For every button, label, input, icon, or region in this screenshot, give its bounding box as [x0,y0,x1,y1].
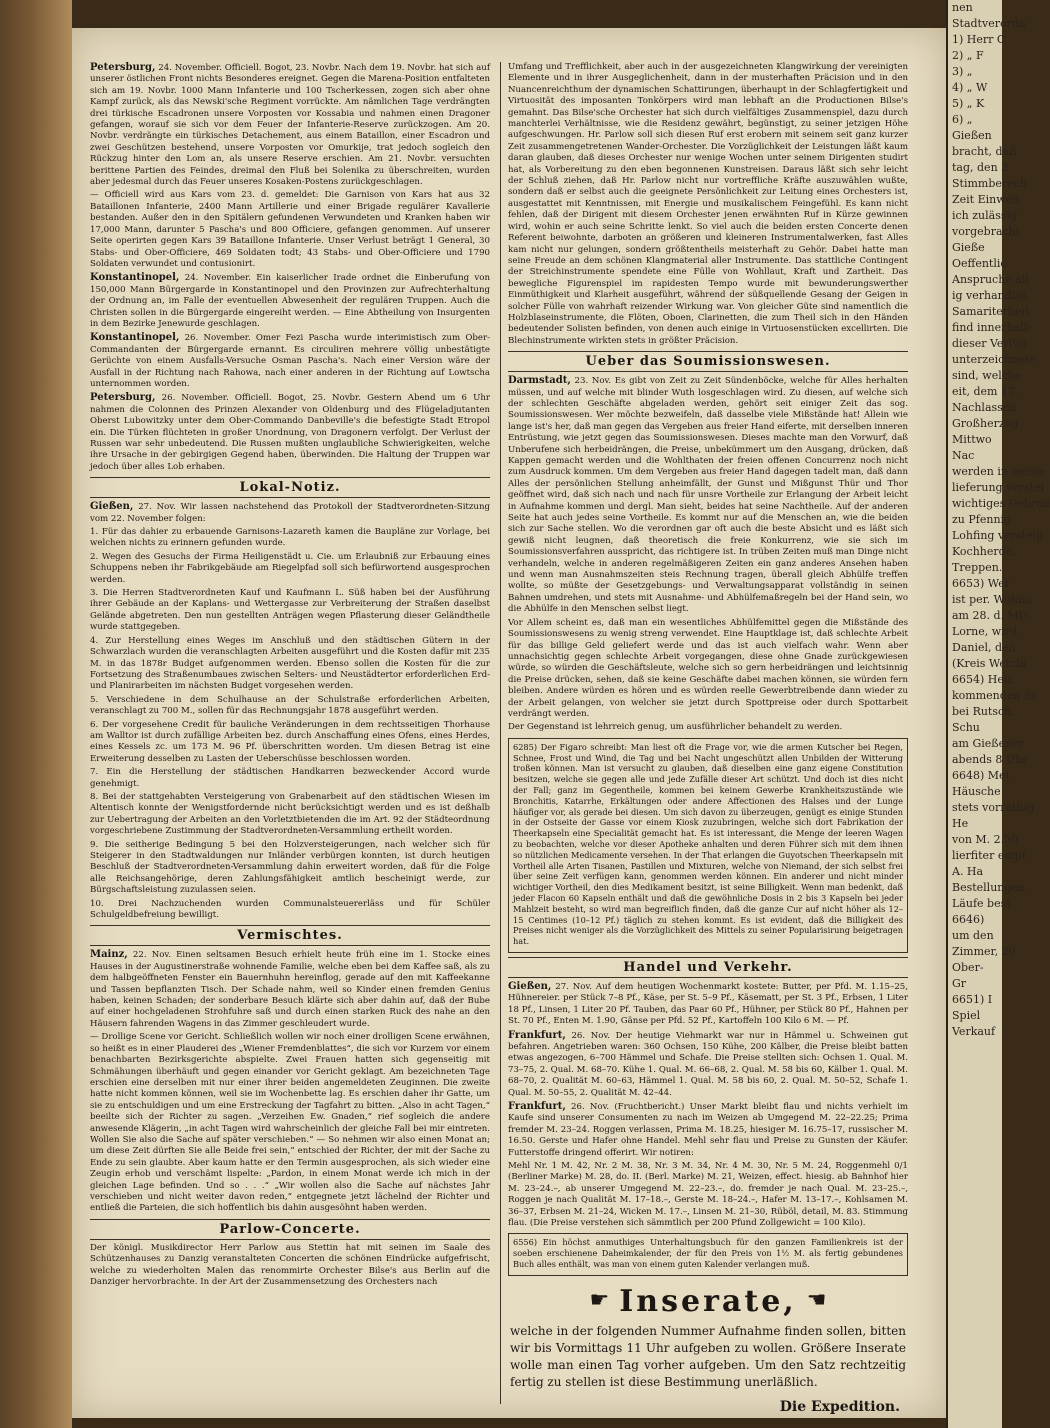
adjacent-page-fragment: bracht, daß [952,145,1017,158]
adjacent-page-fragment: Mittwo [952,433,992,446]
section-heading-lokal: Lokal-Notiz. [90,477,490,498]
adjacent-page-fragment: 6653) Wer [952,577,1010,590]
lokal-paragraph [90,636,490,693]
adjacent-page-fragment: Gieße [952,241,985,254]
news-article [90,272,490,330]
adjacent-page-strip [946,0,1050,1428]
article-text: 8. Bei der stattgehabten Versteigerung von Grabenarbeit auf den städtischen Wiesen im Altentisch konnte der Wenigstfordernde nicht berücksichtigt werden und es ist deßhalb zur Uebertragung der Arbeiten an den Vorletztbietenden die im Art. 92 der Städteordnung vorgeschriebene Zustimmung der Stadtverordneten-Versammlung ertheilt worden. [90,791,490,837]
article-text: 27. Nov. Wir lassen nachstehend das Protokoll der Stadtverordneten-Sitzung vom 22. November folgen: [90,502,490,524]
inserate-notice: welche in der folgenden Nummer Aufnahme finden sollen, bitten wir bis Vormittags 11 Uhr aufgeben zu wollen. Größere Inserate wolle man einen Tag vorher aufgeben. Um den Satz rechtzeitig fertig zu stellen ist diese Bestimmung unerläßlich. [510,1323,906,1389]
inserate-banner [508,1284,908,1319]
adjacent-page-fragment: Ober- [952,961,984,974]
article-dateline: Frankfurt, [508,1029,566,1041]
adjacent-page-fragment: eit, dem 17. [952,385,1019,398]
adjacent-page-fragment: am 28. d. Mts. [952,609,1033,622]
article-text: 26. November. Omer Fezi Pascha wurde interimistisch zum Ober-Commandanten der Bürgergarde ernannt. Es circuliren mehrere völlig unbestätigte Gerüchte von einem Ausfalls-Versuche Osman Pascha's. Nach einer Version wäre der Ausfall in der Richtung nach Rahowa, nach einer anderen in der Richtung auf Lowtscha unternommen worden. [90,333,490,389]
advertisement-text: 6285) Der Figaro schreibt: Man liest oft die Frage vor, wie die armen Kutscher bei Regen, Schnee, Frost und Wind, die Tag und bei Nacht ungeschützt allen Unbilden der Witterung troßen können. Man ist versucht zu glauben, daß dieselben eine ganz eigene Constitution besitzen, welche sie gegen alle und jede Zufälle dieser Art schützt. Und doch ist dies nicht der Fall; ganz im Gegentheile, kommen bei keinem Gewerbe Krankheitszustände wie Bronchitis, Katarrhe, Erkältungen oder andere Affectionen des Halses und der Lunge häufiger vor, als gerade bei diesen. Um sich davon zu überzeugen, genügt es einige Stunden in der Ostseite der Gasse vor einem Kiosk zuzubringen, welche sich dort Fabrikation der Theerkapseln eine Specialität gemacht hat. Es ist interessant, die Menge der leeren Wagen zu beobachten, welche vor dieser Apotheke anhalten und deren Führer sich mit dem ihnen so nützlichen Medicamente versehen. In der That erlangen die Guyotschen Theerkapseln mit Vortheil alle Arten Tisanen, Pastillen und Mixturen, welche von Niemand, der sich selbst frei über seine Zeit verfügen kann, genommen werden können. Ein anderer und nicht minder wichtiger Vortheil, den dies Medikament besitzt, ist seine Billigkeit. Wenn man bedenkt, daß jeder Flacon 60 Kapseln enthält und daß die gewöhnliche Dosis in 2 bis 3 Kapseln bei jeder Mahlzeit besteht, so wird man begreiflich finden, daß die ganze Cur auf nicht höher als 12–15 Centimes (10–12 Pf.) täglich zu stehen kommt. Es ist evident, daß die Billigkeit des Preises nicht weniger als die Vorzüglichkeit des Mittels zu seiner Popularisirung beigetragen hat. [513,741,903,947]
lokal-paragraph [90,695,490,718]
inserate-title: Inserate, [619,1283,797,1319]
adjacent-page-fragment: Treppen. [952,561,1003,574]
article-dateline: Konstantinopel, [90,272,180,284]
adjacent-page-fragment: Nachlassen [952,401,1017,414]
adjacent-page-fragment: werden in meine [952,465,1046,478]
article-text: — Drollige Scene vor Gericht. Schließlich wollen wir noch einer drolligen Scene erwähnen, so heißt es in einer Plauderei des „Wiener Fremdenblattes“, die sich vor Kurzem vor einem benachbarten Bezirksgerichte abspielte. Zwei Frauen hatten sich gegenseitig mit Schmähungen überhäuft und gegen einander vor Gericht geklagt. Am bezeichneten Tage erschien eine derselben mit nur einer ihrer beiden angemeldeten Zeuginnen. Die zweite hatte nicht kommen können, weil sie im Wochenbette lag. Es erschien daher ihr Gatte, um sie zu entschuldigen und um eine Erstreckung der Tagfahrt zu bitten. „Also in acht Tagen,“ beeilte sich der Richter zu sagen. „Verzeihen Ew. Gnaden,“ rief sogleich die andere anwesende Klägerin, „in acht Tagen wird wahrscheinlich der gleiche Fall bei mir eintreten. Wollen Sie also die Sache auf später verschieben.“ — So nehmen wir also einen Monat an; um diese Zeit dürften Sie alle Beide frei sein,“ entschied der Richter, der mit der Sache zu Ende zu sein glaubte. Aber kaum hatte er den Termin ausgesprochen, als sich wieder eine Zeugin erhob und verschämt lispelte: „Pardon, in einem Monat werde ich mich in der gleichen Lage befinden. Und so . . .“ „Wir wollen also die Sache auf nächstes Jahr verschieben und nicht weiter davon reden,“ entgegnete jetzt lächelnd der Richter und entließ die Parteien, die sich hoffentlich bis dahin ausgesöhnt haben werden. [90,1032,490,1214]
adjacent-page-fragment: Stadtverordn [952,17,1026,30]
adjacent-page-fragment: 6654) Hein [952,673,1015,686]
pointing-hand-right-icon: ☛ [589,1288,610,1314]
section-heading-vermischtes: Vermischtes. [90,925,490,946]
adjacent-page-fragment: Häusche [952,785,1001,798]
lokal-paragraph [90,552,490,586]
article-text: 26. Nov. Der heutige Viehmarkt war nur in Hämmel u. Schweinen gut befahren. Angetrieben waren: 360 Ochsen, 150 Kühe, 200 Kälber, die Preise bleibt batten etwas angezogen, 6–700 Hämmel und Schafe. Die Preise stellten sich: Ochsen 1. Qual. M. 73–75, 2. Qual. M. 68–70. Kühe 1. Qual. M. 66–68, 2. Qual. M. 58 bis 60, Kälber 1. Qual. M. 68–70, 2. Qualität M. 60–63, Hämmel 1. Qual. M. 58 bis 60, 2. Qual. M. 50–52, Schafe 1. Qual. M. 50–55, 2. Qualität M. 42–44. [508,1030,908,1098]
right-column [508,62,909,1415]
adjacent-page-fragment: 5) „ K [952,97,985,110]
adjacent-page-fragment: Daniel, den [952,641,1016,654]
adjacent-page-fragment: ig verhandlut [952,289,1027,302]
parlow-paragraph [508,62,908,347]
pointing-hand-left-icon: ☚ [806,1288,827,1314]
adjacent-page-fragment: am Gießener [952,737,1025,750]
lokal-paragraph [90,501,490,525]
lokal-paragraph [90,720,490,766]
adjacent-page-fragment: unterzeichnete [952,353,1036,366]
adjacent-page-fragment: Läufe best [952,897,1011,910]
adjacent-page-fragment: Gr [952,977,967,990]
vermischtes-paragraph [90,949,490,1030]
article-text: 9. Die seitherige Bedingung 5 bei den Holzversteigerungen, nach welcher sich für Steigerer in den Stadtwaldungen nur Inländer verbürgen konnten, ist durch heutigen Beschluß der Stadtverordneten-Versammlung dahin erweitert worden, daß für die Folge alle Reichsangehörige, deren Zahlungsfähigkeit amtlich bescheinigt werde, zur Bürgschaftsleistung zuzulassen seien. [90,839,490,896]
newspaper-page [72,28,946,1418]
article-text: 10. Drei Nachzuchenden wurden Communalsteuererläss und für Schüler Schulgeldbefreiung bewilligt. [90,898,490,921]
lokal-paragraph [90,840,490,897]
adjacent-page-fragment: Stimmberech [952,177,1027,190]
article-text: 22. Nov. Einen seltsamen Besuch erhielt heute früh eine im 1. Stocke eines Hauses in der Augustinerstraße wohnende Familie, welche eben bei dem Kaffee saß, als zu dem halbgeöffneten Fenster ein Bauernhuhn hereinflog, gerade auf den mit Kaffeekanne und Tassen bepflanzten Tisch. Der Schade nahm, weil so Kinder einen fremden Genius haben, keinen Schaden; der sonderbare Besuch klärte sich aber dahin auf, daß der Bube auf einer hochgeladenen Strohfuhre saß und durch einen starken Ruck des nahe an den Häusern fahrenden Wagens in das Zimmer geschleudert wurde. [90,950,490,1029]
article-text: 3. Die Herren Stadtverordneten Kauf und Kaufmann L. Süß haben bei der Ausführung ihrer Gebäude an der Kaplans- und Wettergasse zur Verbreiterung der Straßen daselbst Gelände abgetreten. Den nun gestellten Anträgen wegen Pflasterung dieser Geländtheile wurde stattgegeben. [90,588,490,633]
column-rule [500,62,501,1404]
article-text: 7. Ein die Herstellung der städtischen Handkarren bezweckender Accord wurde genehmigt. [90,767,490,789]
article-text: 6. Der vorgesehene Credit für bauliche Veränderungen in dem rechtsseitigen Thorhause am Walltor ist durch zufällige Arbeiten bez. durch Anschaffung eines Ofens, eines Herdes, eines Kessels zc. um 173 M. 96 Pf. überschritten worden. Um diesen Betrag ist eine Erweiterung desselben zu Lasten der Ueberschüsse beschlossen worden. [90,719,490,764]
section-heading-parlow: Parlow-Concerte. [90,1219,490,1240]
adjacent-page-fragment: (Kreis Wetzla [952,657,1027,670]
article-dateline: Gießen, [90,501,134,513]
vermischtes-paragraph [90,1032,490,1215]
article-text: 27. Nov. Auf dem heutigen Wochenmarkt kostete: Butter, per Pfd. M. 1.15–25, Hühnereier. per Stück 7–8 Pf., Käse, per St. 5–9 Pf., Käsematt, per St. 3 Pf., Erbsen, 1 Liter 18 Pf., Linsen, 1 Liter 20 Pf. Tauben, das Paar 60 Pf., Hühner, per Stück 80 Pf., Hahnen per St. 70 Pf., Enten M. 1.90, Gänse per Pfd. 52 Pf., Kartoffeln 100 Kilo 6 M. — Pf. [508,981,908,1027]
adjacent-page-fragment: 6646) [952,913,985,926]
article-text: 26. November. Officiell. Bogot, 25. Novbr. Gestern Abend um 6 Uhr nahmen die Colonnen des Prinzen Alexander von Oldenburg und des Flügeladjutanten Oberst Lubowitzky unter dem Ober-Commando Danbeville's die befestigte Stadt Etropol ein. Die Türken flüchteten in großer Unordnung, von Dragonern verfolgt. Der Verlust der Russen war sehr unbedeutend. Die Russen mußten unglaubliche Schwierigkeiten, welche ihre Ursache in der gebirgigen Gegend haben, überwinden. Die Haltung der Truppen war jedoch über alles Lob erhaben. [90,393,490,472]
adjacent-page-fragment: ich zulässig [952,209,1018,222]
article-text: 2. Wegen des Gesuchs der Firma Heiligenstädt u. Cie. um Erlaubniß zur Erbauung eines Schuppens neben ihr Fabrikgebäude am Riegelpfad soll sich befürwortend ausgesprochen werden. [90,551,490,585]
adjacent-page-fragment: 6648) Mei [952,769,1010,782]
adjacent-page-fragment: Großherzog [952,417,1019,430]
lokal-paragraph [90,527,490,550]
lokal-paragraph [90,767,490,790]
adjacent-page-fragment: Lorne, wird [952,625,1018,638]
adjacent-page-fragment: zu Pfennig [952,513,1012,526]
lokal-paragraph [90,588,490,634]
adjacent-page-fragment: He [952,817,969,830]
adjacent-page-fragment: sind, welche [952,369,1022,382]
adjacent-page-fragment: kommenden Sc [952,689,1038,702]
expedition-signature: Die Expedition. [779,1398,900,1415]
parlow-paragraph [90,1243,490,1289]
article-dateline: Mainz, [90,949,128,961]
article-text: 23. Nov. Es gibt von Zeit zu Zeit Sündenböcke, welche für Alles herhalten müssen, und auf welche mit blinder Wuth losgeschlagen wird. Zu diesen, auf welche sich der schlechten Geschäfte abgeladen werden, gehört seit einiger Zeit das sog. Soumissionswesen. Wer möchte bezweifeln, daß dasselbe viele Mißstände hat! Allein wie lange ist's her, daß man gegen das Vergeben aus freier Hand eiferte, mit derselben inneren Entrüstung, wie jetzt gegen das Soumissionswesen. Dieses machte man den Vorwurf, daß Unberufene sich herbeidrängen, die Preise, unbekümmert um den Ausgang, drücken, daß Kappen gemacht werden und die Wohlthaten der freien offenen Concurrenz noch nicht zum Ausdruck kommen. Um dem Vergeben aus freier Hand dagegen tadelt man, daß dann Alles der persönlichen Stellung anheimfällt, der Gunst und Mißgunst Thür und Thor geöffnet wird, daß sich nach und nach für unsre Vortheile zur Erlangung der Arbeit leicht in Aufnahme kommen und dergl. Man sieht, beides hat seine Nachtheile. Auf der anderen Seite hat auch jedes seine Vortheile. Es kommt nur auf die Menschen an, wie die beiden sich zur Sache stellen. Wo die verordnen gar oft auch die beste Absicht und es läßt sich gewiß nicht leugnen, daß theoretisch die freie Konkurrenz, wie sie sich im Soumissionsverfahren ausspricht, das richtigere ist. In trüben Zeiten muß man Dinge nicht verhandeln, welche in anderen regelmäßigeren Zeiten ein ganz anderes Ansehen haben und wenn man Ausnahmszeiten steis Rechnung tragen, überall gleich Abhülfe treffen wollte, so müßte der Gesetzgebungs- und Verwaltungsapparat vollständig in seinen Bahnen umdrehen, und stets mit Ausnahme- und Abhülfemaßregeln bei der Hand sein, wo die Abhülfe in den Menschen selbst liegt. [508,376,909,615]
adjacent-page-fragment: find innerhalb [952,321,1031,334]
article-text: Mehl Nr. 1 M. 42, Nr. 2 M. 38, Nr. 3 M. 34, Nr. 4 M. 30, Nr. 5 M. 24, Roggenmehl 0/1 (Berliner Marke) M. 28, do. II. (Berl. Marke) M. 21, Weizen, effect. hiesig. ab Bahnhof hier M. 23–24.–, ab unserer Umgegend M. 22–23.–, do. fremder je nach Qual. M. 23–25.–, Roggen je nach Qualität M. 17–18.–, Gerste M. 18–24.–, Hafer M. 13–17.–, Kohlsamen M. 36–37, Erbsen M. 21–24, Wicken M. 17.–, Linsen M. 21–30, Rüböl, detail, M. 83. Stimmung flau. (Die Preise verstehen sich sämmtlich per 200 Pfund Zollgewicht = 100 Kilo). [508,1160,908,1229]
handel-paragraph [508,1101,908,1159]
adjacent-page-fragment: bei Rutsch, [952,705,1015,718]
adjacent-page-fragment: A. Ha [952,865,984,878]
news-article [90,392,490,473]
handel-paragraph [508,1030,908,1099]
adjacent-page-fragment: stets vorräthig [952,801,1035,814]
adjacent-page-fragment: vorgebracht [952,225,1021,238]
left-column [90,62,490,1404]
article-text: Vor Allem scheint es, daß man ein wesentliches Abhülfemittel gegen die Mißstände des Soumissionswesens zu wenig streng verwendet. Eine Hauptklage ist, daß schlechte Arbeit für das billige Geld geliefert werde und das ist auch vielfach wahr. Wenn aber unnachsichtig gegen schlechte Arbeit vorgegangen, diese ohne Gnade zurückgewiesen würde, so würden die Geschäftsleute, welche sich so gern herbeidrängen und leichtsinnig die Preise drücken, sehen, daß sie keine Geschäfte dabei machen können, sie würden fern bleiben. Andere würden es hören und es würden reelle Gewerbtreibende dann wieder zu der Arbeit gelangen, von welcher sie jetzt durch Spottpreise oder durch Spottarbeit verdrängt werden. [508,617,908,719]
article-text: Der königl. Musikdirector Herr Parlow aus Stettin hat mit seinen im Saale des Schützenhauses zu Danzig veranstalteten Concerten die schönen Eindrücke aufgefrischt, welche zu wiederholten Malen das renommirte Orchester Bilse's aus Berlin auf die Danziger hervorbrachte. In der Art der Zusammensetzung des Orchesters nach [90,1242,490,1287]
adjacent-page-fragment: 6) „ [952,113,973,126]
adjacent-page-fragment: von M. 2.50 [952,833,1019,846]
article-dateline: Frankfurt, [508,1100,566,1112]
adjacent-page-fragment: 4) „ W [952,81,988,94]
lokal-paragraph [90,899,490,922]
lokal-paragraph [90,792,490,838]
article-text: 24. November. Ein kaiserlicher Irade ordnet die Einberufung von 150,000 Mann Bürgergarde in Konstantinopel und den Provinzen zur Aufrechterhaltung der Ordnung an, im Falle der eventuellen Abwesenheit der regulären Truppen. Auch die Christen sollen in die Bürgergarde eingereiht werden. — Eine Abtheilung von Insurgenten in dem Bezirke Jenewurde geschlagen. [90,273,490,329]
article-text: Der Gegenstand ist lehrreich genug, um ausführlicher behandelt zu werden. [508,722,843,733]
submission-paragraph [508,722,908,733]
adjacent-page-fragment: Zeit Einwen [952,193,1020,206]
adjacent-page-fragment: Oeffentlic [952,257,1007,270]
adjacent-page-fragment: nen [952,1,973,14]
article-text: 24. November. Officiell. Bogot, 23. Novbr. Nach dem 19. Novbr. hat sich auf unserer östlichen Front nichts Besonderes ereignet. Gegen die Marena-Position entfalteten sich am 19. Novbr. 1000 Mann Infanterie und 100 Tscherkessen, zogen sich aber ohne Kampf zurück, als das Newski'sche Regiment vorrückte. Am nämlichen Tage verdrängten drei türkische Escadronen unsere Vorposten vor Kossabia und nahmen einen Dragoner gefangen, worauf sie sich vor dem Feuer der Infanterie-Reserve zurückzogen. Am 20. Novbr. verdrängte ein türkisches Detachement, aus einem Bataillon, einer Escadron und zwei Geschützen bestehend, unsere Vorposten vor Omurkije, trat jedoch sogleich den Rückzug hinter den Lom an, als unsere Reserve erschien. Am 21. Novbr. versuchten berittene Partien des Feindes, dreimal den Fluß bei Solenika zu überschreiten, wurden aber jedesmal durch das Feuer unseres Kosaken-Postens zurückgeschlagen. [90,63,491,188]
handel-paragraph [508,1161,908,1229]
article-dateline: Konstantinopel, [90,332,180,344]
news-article [90,190,490,270]
adjacent-page-fragment: ist per. Wohnu [952,593,1033,606]
article-dateline: Petersburg, [90,62,156,73]
section-heading-handel: Handel und Verkehr. [508,957,908,978]
handel-paragraph [508,981,908,1028]
adjacent-page-fragment: Nac [952,449,975,462]
book-binding [0,0,72,1428]
article-text: Umfang und Trefflichkeit, aber auch in der ausgezeichneten Klangwirkung der vereinigten Elemente und in ihrer Ausgeglichenheit, dann in der musterhaften Präcision und in den Nuancenreichthum der dynamischen Schattirungen, überhaupt in der Schlagfertigkeit und Virtuosität des imposanten Tonkörpers wird man lebhaft an die Productionen Bilse's gemahnt. Das Bilse'sche Orchester hat sich durch vielfältiges Zusammenspiel, dazu durch manchterlei Verhältnisse, wie die Residenz gewährt, begünstigt, zu seiner jetzigen Höhe aufgeschwungen. Hr. Parlow soll sich diesen Ruf erst erobern mit seinem seit ganz kurzer Zeit zusammengetretenen Wander-Orchester. Die Vorzüglichkeit der Leistungen läßt kaum daran glauben, daß dieses Orchester nur wenige Wochen unter seinem Dirigenten studirt hat, als Vorbereitung zu den eben begonnenen Kunstreisen. Daraus läßt sich sehr leicht der Schluß ziehen, daß Hr. Parlow nicht nur vortreffliche Kräfte auszuwählen wußte, sondern daß er selbst auch die geeignete Persönlichkeit zur Leitung eines Orchesters ist, ausgestattet mit Kenntnissen, mit Energie und musikalischem Feingefühl. Es kann nicht fehlen, daß der Dirigent mit diesem Orchester jenen erwähnten Ruf in Kürze gewinnen wird, wohin er auch seine Schritte lenkt. So viel auch die beiden ersten Concerte denen Referent beiwohnte, darboten an größeren und kleineren Instrumentalwerken, fast Alles kam nicht nur gelungen, sondern größtentheils meisterhaft zu Gehör. Dabei hatte man seine Freude an dem schönen Klangmaterial aller Instrumente. Das stattliche Contingent der Streichinstrumente spendete eine Fülle von Wohllaut, Kraft und Zartheit. Das bewegliche Figurenspiel im rapidesten Tempo wurde mit bewunderungswerther Einmüthigkeit und Klarheit ausgeführt, während der süßquellende Gesang der Geigen in solcher Fülle von wahrhaft reizender Wirkung war. Von gleicher Güte sind namentlich die Holzblaseinstrumente, die Flöten, Oboen, Clarinetten, die zum Theil sich in den Händen bedeutender Solisten befinden, von denen auch einige in Virtuosenstücken excellirten. Die Blechinstrumente wirkten stets in größter Präcision. [508,62,908,346]
adjacent-page-fragment: Samariterheit [952,305,1030,318]
adjacent-page-fragment: Bestellungen [952,881,1026,894]
adjacent-page-fragment: 3) „ [952,65,973,78]
adjacent-page-fragment: Spiel [952,1009,981,1022]
adjacent-page-fragment: Kochherde, [952,545,1016,558]
article-dateline: Darmstadt, [508,375,571,387]
advertisement-daheim [508,1233,908,1275]
adjacent-page-fragment: tag, den 3 [952,161,1009,174]
submission-paragraph [508,618,908,721]
article-text: 1. Für das dahier zu erbauende Garnisons-Lazareth kamen die Baupläne zur Vorlage, bei welchen nichts zu erinnern gefunden wurde. [90,527,490,549]
advertisement-figaro [508,738,908,953]
adjacent-page-fragment: Anspruche all [952,273,1029,286]
adjacent-page-fragment: 1) Herr C [952,33,1006,46]
adjacent-page-fragment: dieser Verfüg [952,337,1027,350]
adjacent-page-fragment: Gießen [952,129,992,142]
adjacent-page-fragment: 6651) I [952,993,993,1006]
adjacent-page-fragment: lieferung verstei [952,481,1045,494]
article-dateline: Petersburg, [90,392,156,404]
adjacent-page-fragment: 2) „ F [952,49,984,62]
section-heading-submission: Ueber das Soumissionswesen. [508,351,908,372]
adjacent-page-fragment: Lohfing versteig [952,529,1044,542]
article-text: 5. Verschiedene in dem Schulhause an der Schulstraße erforderlichen Arbeiten, veranschlagt zu 700 M., sollen für das Rechnungsjahr 1878 ausgeführt werden. [90,694,490,717]
adjacent-page-fragment: Zimmer, 20 [952,945,1016,958]
article-dateline: Gießen, [508,980,552,992]
adjacent-page-fragment: Verkauf [952,1025,996,1038]
news-article [90,332,490,390]
news-article [90,62,490,188]
submission-paragraph [508,375,908,616]
article-text: 4. Zur Herstellung eines Weges im Anschluß und den städtischen Gütern in der Schwarzlach wurden die veranschlagten Arbeiten ausgeführt und die Kosten dafür mit 235 M. in das 1878r Budget aufgenommen werden. Ebenso sollen die Kosten für die zur Fortsetzung des Straßenumbaues zwischen Selters- und Neustädtertor erforderlichen Erd- und Planirarbeiten im nächsten Budget vorgesehen werden. [90,635,490,692]
adjacent-page-fragment: lierfiter empf [952,849,1026,862]
adjacent-page-fragment: um den [952,929,994,942]
adjacent-page-fragment: wichtiges Gebrau [952,497,1050,510]
adjacent-page-fragment: Schu [952,721,980,734]
adjacent-page-fragment: abends 8 Uhr [952,753,1028,766]
article-text: — Officiell wird aus Kars vom 23. d. gemeldet: Die Garnison von Kars hat aus 32 Bataillonen Infanterie, 2400 Mann Artillerie und einer Brigade regulärer Kavallerie bestanden. Außer den in den Spitälern gefundenen Verwundeten und Kranken haben wir 17,000 Mann, darunter 5 Pascha's und 800 Officiere, gefangen genommen. Auf unserer Seite operirten gegen Kars 39 Bataillone Infanterie. Unser Verlust beträgt 1 General, 30 Stabs- und Ober-Officiere, 469 Soldaten todt; 43 Stabs- und Ober-Officiere und 1790 Soldaten verwundet und contusionirt. [90,190,490,269]
advertisement-text: 6556) Ein höchst anmuthiges Unterhaltungsbuch für den ganzen Familienkreis ist der soeben erschienene Daheimkalender, der für den Preis von 1½ M. als fertig gebundenes Buch alles enthält, was man von einem guten Kalender verlangen muß. [513,1237,903,1270]
article-text: 26. Nov. (Fruchtbericht.) Unser Markt bleibt flau und nichts verhielt im Kaufe sind unserer Consumenten zu nach im Weizen ab Umgegend M. 22–22.25; Prima fremder M. 23–24. Roggen verlassen, Prima M. 18.25, hiesiger M. 16.75–17, russischer M. 16.50. Gerste und Hafer ohne Handel. Mehl sehr flau und Preise zu Gunsten der Käufer. Futterstoffe dringend offerirt. Wir notiren: [508,1101,909,1158]
